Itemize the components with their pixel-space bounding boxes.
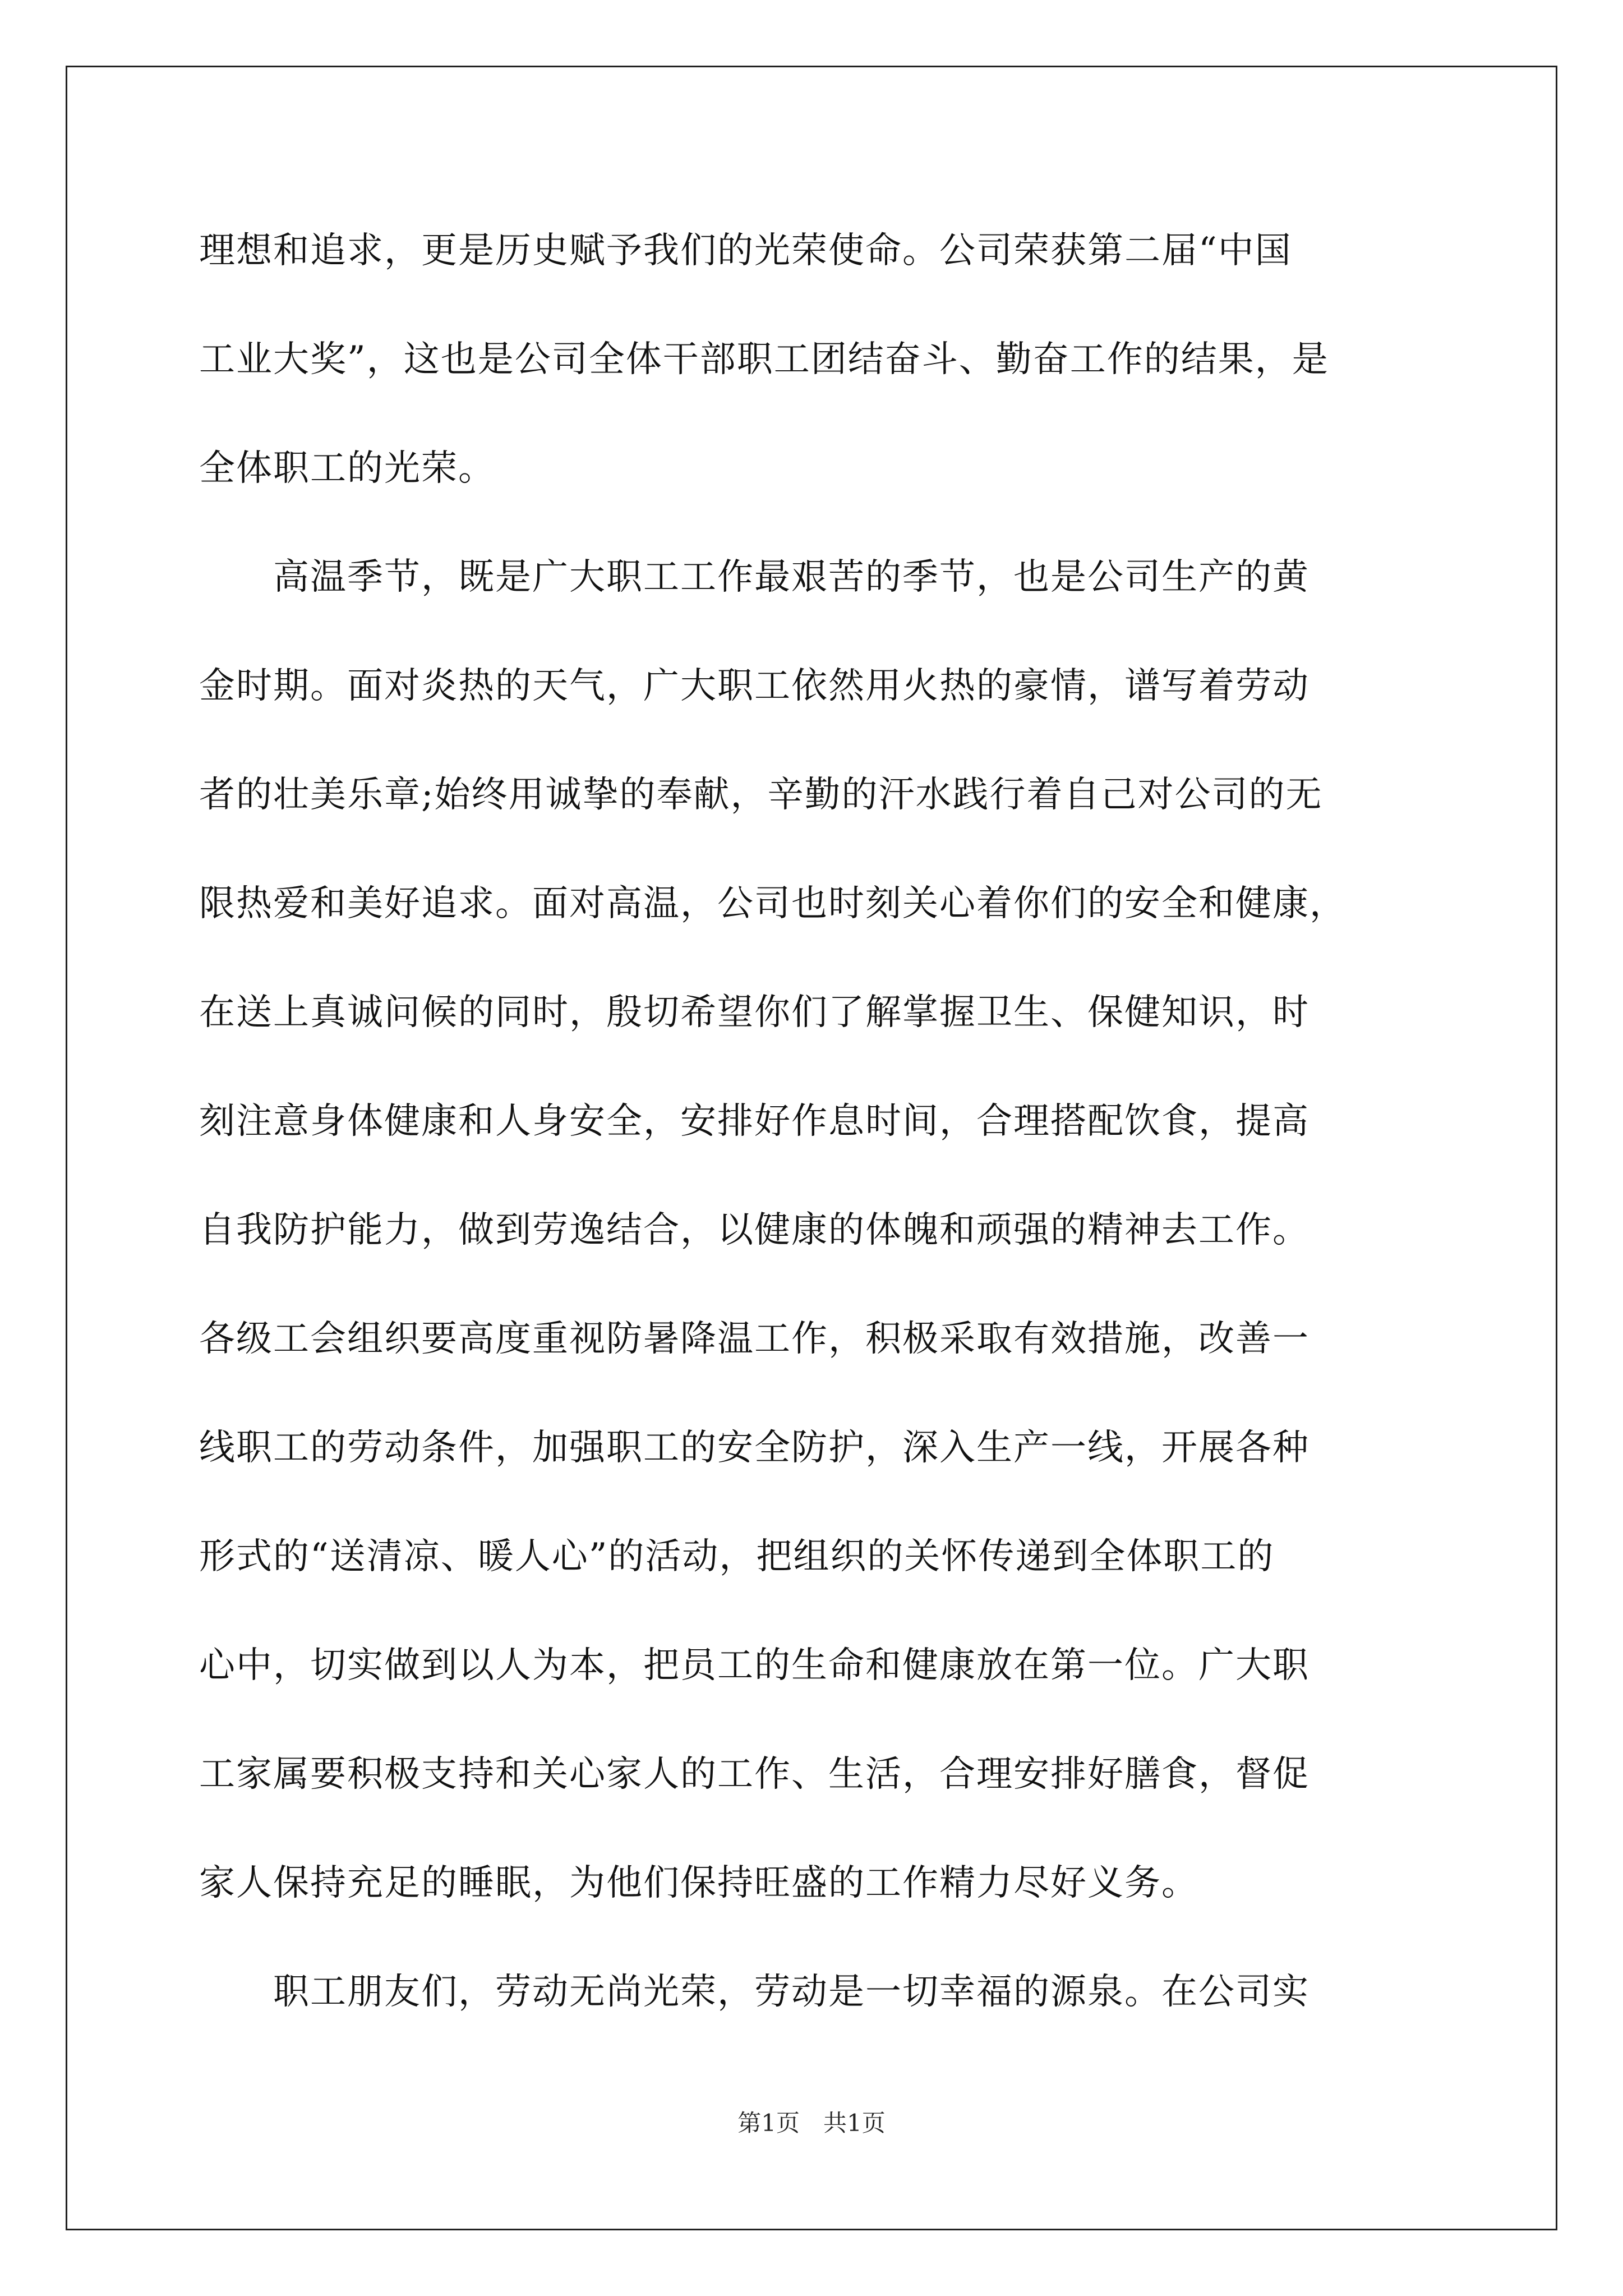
text-line: 全体职工的光荣。: [199, 448, 495, 489]
text-line: 线职工的劳动条件，加强职工的安全防护，深入生产一线，开展各种: [199, 1427, 1310, 1469]
text-line: 在送上真诚问候的同时，殷切希望你们了解掌握卫生、保健知识，时: [199, 992, 1310, 1033]
text-line: 职工朋友们，劳动无尚光荣，劳动是一切幸福的源泉。在公司实: [199, 1971, 1310, 2013]
text-line: 理想和追求，更是历史赋予我们的光荣使命。公司荣获第二届“中国: [199, 230, 1292, 272]
document-body: [199, 196, 1433, 2046]
text-line: 工业大奖”，这也是公司全体干部职工团结奋斗、勤奋工作的结果，是: [199, 339, 1329, 380]
text-line: 高温季节，既是广大职工工作最艰苦的季节，也是公司生产的黄: [199, 556, 1310, 598]
text-line: 形式的“送清凉、暖人心”的活动，把组织的关怀传递到全体职工的: [199, 1536, 1275, 1577]
text-line: 刻注意身体健康和人身安全，安排好作息时间，合理搭配饮食，提高: [199, 1101, 1310, 1142]
text-line: 者的壮美乐章;始终用诚挚的奉献，辛勤的汗水践行着自己对公司的无: [199, 774, 1323, 816]
text-line: 限热爱和美好追求。面对高温，公司也时刻关心着你们的安全和健康，: [199, 883, 1347, 924]
page-number: 第1页 共1页: [737, 2109, 886, 2137]
text-line: 金时期。面对炎热的天气，广大职工依然用火热的豪情，谱写着劳动: [199, 665, 1310, 707]
text-line: 心中，切实做到以人为本，把员工的生命和健康放在第一位。广大职: [199, 1645, 1310, 1686]
text-line: 自我防护能力，做到劳逸结合，以健康的体魄和顽强的精神去工作。: [199, 1209, 1310, 1251]
text-line: 工家属要积极支持和关心家人的工作、生活，合理安排好膳食，督促: [199, 1754, 1310, 1795]
text-line: 家人保持充足的睡眠，为他们保持旺盛的工作精力尽好义务。: [199, 1862, 1198, 1904]
text-line: 各级工会组织要高度重视防暑降温工作，积极采取有效措施，改善一: [199, 1318, 1310, 1360]
